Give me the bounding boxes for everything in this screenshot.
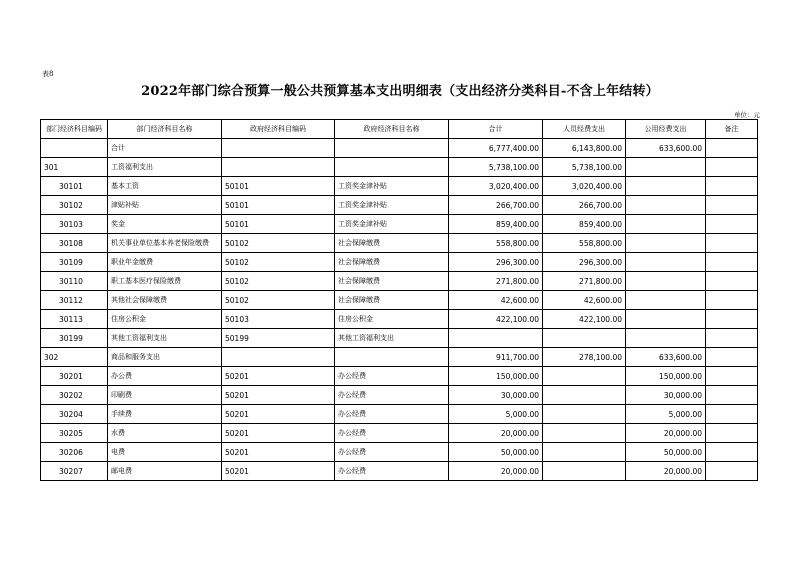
- dept-name-cell: 手续费: [108, 405, 222, 424]
- gov-code-cell: 50201: [222, 386, 335, 405]
- total-cell: 30,000.00: [449, 386, 543, 405]
- note-cell: [706, 253, 758, 272]
- public-cell: 5,000.00: [626, 405, 706, 424]
- table-row: [41, 234, 758, 253]
- dept-code-cell: 30110: [41, 272, 108, 291]
- dept-name-cell: 工资福利支出: [108, 158, 222, 177]
- gov-code-cell: [222, 348, 335, 367]
- dept-code-cell: 30205: [41, 424, 108, 443]
- total-cell: 558,800.00: [449, 234, 543, 253]
- table-row: [41, 253, 758, 272]
- dept-code-cell: 301: [41, 158, 108, 177]
- gov-name-cell: [335, 158, 449, 177]
- personnel-cell: [543, 462, 626, 481]
- dept-code-cell: 30109: [41, 253, 108, 272]
- dept-name-cell: 电费: [108, 443, 222, 462]
- table-row: [41, 139, 758, 158]
- personnel-cell: [543, 405, 626, 424]
- personnel-cell: [543, 424, 626, 443]
- dept-name-cell: 邮电费: [108, 462, 222, 481]
- personnel-cell: 422,100.00: [543, 310, 626, 329]
- public-cell: [626, 234, 706, 253]
- table-row: [41, 424, 758, 443]
- note-cell: [706, 158, 758, 177]
- gov-name-cell: 社会保障缴费: [335, 272, 449, 291]
- public-cell: [626, 329, 706, 348]
- dept-name-cell: 商品和服务支出: [108, 348, 222, 367]
- dept-name-cell: 基本工资: [108, 177, 222, 196]
- dept-code-cell: 30199: [41, 329, 108, 348]
- gov-code-cell: [222, 158, 335, 177]
- public-cell: 150,000.00: [626, 367, 706, 386]
- budget-table: [40, 119, 758, 481]
- gov-name-cell: 办公经费: [335, 424, 449, 443]
- table-row: [41, 158, 758, 177]
- total-cell: 296,300.00: [449, 253, 543, 272]
- personnel-cell: 859,400.00: [543, 215, 626, 234]
- total-cell: 50,000.00: [449, 443, 543, 462]
- note-cell: [706, 386, 758, 405]
- dept-name-cell: 住房公积金: [108, 310, 222, 329]
- gov-name-cell: [335, 139, 449, 158]
- gov-code-cell: 50201: [222, 443, 335, 462]
- personnel-cell: 271,800.00: [543, 272, 626, 291]
- note-cell: [706, 424, 758, 443]
- total-cell: 5,738,100.00: [449, 158, 543, 177]
- table-row: [41, 215, 758, 234]
- dept-code-cell: 302: [41, 348, 108, 367]
- personnel-cell: 6,143,800.00: [543, 139, 626, 158]
- dept-code-cell: 30202: [41, 386, 108, 405]
- dept-code-cell: 30201: [41, 367, 108, 386]
- dept-name-cell: 职业年金缴费: [108, 253, 222, 272]
- dept-code-cell: 30207: [41, 462, 108, 481]
- page-title: 2022年部门综合预算一般公共预算基本支出明细表（支出经济分类科目-不含上年结转）: [141, 84, 659, 99]
- dept-name-cell: 办公费: [108, 367, 222, 386]
- note-cell: [706, 443, 758, 462]
- note-cell: [706, 310, 758, 329]
- note-cell: [706, 291, 758, 310]
- note-cell: [706, 196, 758, 215]
- dept-name-cell: 津贴补贴: [108, 196, 222, 215]
- gov-name-cell: 工资奖金津补贴: [335, 196, 449, 215]
- personnel-cell: 42,600.00: [543, 291, 626, 310]
- dept-name-cell: 印刷费: [108, 386, 222, 405]
- dept-code-cell: 30113: [41, 310, 108, 329]
- gov-name-cell: 社会保障缴费: [335, 291, 449, 310]
- gov-code-cell: 50199: [222, 329, 335, 348]
- personnel-cell: 5,738,100.00: [543, 158, 626, 177]
- gov-name-cell: [335, 348, 449, 367]
- header-gov-code: 政府经济科目编码: [222, 120, 335, 139]
- gov-code-cell: 50101: [222, 177, 335, 196]
- header-note: 备注: [706, 120, 758, 139]
- gov-code-cell: 50101: [222, 196, 335, 215]
- gov-name-cell: 工资奖金津补贴: [335, 177, 449, 196]
- table-row: [41, 196, 758, 215]
- total-cell: 3,020,400.00: [449, 177, 543, 196]
- total-cell: 20,000.00: [449, 462, 543, 481]
- gov-code-cell: [222, 139, 335, 158]
- gov-code-cell: 50201: [222, 424, 335, 443]
- dept-code-cell: 30108: [41, 234, 108, 253]
- personnel-cell: 278,100.00: [543, 348, 626, 367]
- dept-code-cell: 30101: [41, 177, 108, 196]
- public-cell: [626, 177, 706, 196]
- note-cell: [706, 329, 758, 348]
- public-cell: 20,000.00: [626, 462, 706, 481]
- table-row: [41, 272, 758, 291]
- gov-name-cell: 工资奖金津补贴: [335, 215, 449, 234]
- dept-code-cell: 30103: [41, 215, 108, 234]
- personnel-cell: 266,700.00: [543, 196, 626, 215]
- dept-code-cell: [41, 139, 108, 158]
- dept-name-cell: 机关事业单位基本养老保险缴费: [108, 234, 222, 253]
- gov-name-cell: 办公经费: [335, 367, 449, 386]
- header-gov-name: 政府经济科目名称: [335, 120, 449, 139]
- public-cell: 20,000.00: [626, 424, 706, 443]
- personnel-cell: 3,020,400.00: [543, 177, 626, 196]
- public-cell: [626, 310, 706, 329]
- table-body: [41, 139, 758, 481]
- note-cell: [706, 462, 758, 481]
- total-cell: 6,777,400.00: [449, 139, 543, 158]
- gov-code-cell: 50201: [222, 462, 335, 481]
- note-cell: [706, 234, 758, 253]
- note-cell: [706, 272, 758, 291]
- gov-name-cell: 办公经费: [335, 405, 449, 424]
- header-dept-code: 部门经济科目编码: [41, 120, 108, 139]
- gov-code-cell: 50102: [222, 291, 335, 310]
- personnel-cell: [543, 386, 626, 405]
- table-row: [41, 329, 758, 348]
- gov-code-cell: 50102: [222, 272, 335, 291]
- dept-code-cell: 30206: [41, 443, 108, 462]
- unit-label: 单位：元: [734, 111, 760, 119]
- personnel-cell: [543, 329, 626, 348]
- total-cell: [449, 329, 543, 348]
- table-row: [41, 348, 758, 367]
- total-cell: 859,400.00: [449, 215, 543, 234]
- total-cell: 271,800.00: [449, 272, 543, 291]
- public-cell: 633,600.00: [626, 348, 706, 367]
- dept-code-cell: 30204: [41, 405, 108, 424]
- public-cell: 30,000.00: [626, 386, 706, 405]
- dept-name-cell: 其他社会保障缴费: [108, 291, 222, 310]
- personnel-cell: 296,300.00: [543, 253, 626, 272]
- gov-name-cell: 办公经费: [335, 386, 449, 405]
- public-cell: 633,600.00: [626, 139, 706, 158]
- gov-code-cell: 50101: [222, 215, 335, 234]
- total-cell: 150,000.00: [449, 367, 543, 386]
- gov-code-cell: 50201: [222, 367, 335, 386]
- header-total: 合计: [449, 120, 543, 139]
- dept-name-cell: 奖金: [108, 215, 222, 234]
- note-cell: [706, 139, 758, 158]
- note-cell: [706, 405, 758, 424]
- total-cell: 911,700.00: [449, 348, 543, 367]
- table-row: [41, 291, 758, 310]
- gov-code-cell: 50102: [222, 253, 335, 272]
- dept-name-cell: 合计: [108, 139, 222, 158]
- gov-code-cell: 50201: [222, 405, 335, 424]
- dept-code-cell: 30102: [41, 196, 108, 215]
- table-label: 表8: [42, 70, 54, 78]
- note-cell: [706, 367, 758, 386]
- personnel-cell: 558,800.00: [543, 234, 626, 253]
- gov-code-cell: 50102: [222, 234, 335, 253]
- total-cell: 422,100.00: [449, 310, 543, 329]
- dept-name-cell: 职工基本医疗保险缴费: [108, 272, 222, 291]
- public-cell: [626, 291, 706, 310]
- personnel-cell: [543, 443, 626, 462]
- header-public: 公用经费支出: [626, 120, 706, 139]
- table-row: [41, 177, 758, 196]
- gov-name-cell: 社会保障缴费: [335, 253, 449, 272]
- dept-name-cell: 其他工资福利支出: [108, 329, 222, 348]
- gov-name-cell: 住房公积金: [335, 310, 449, 329]
- public-cell: [626, 196, 706, 215]
- table-row: [41, 367, 758, 386]
- gov-name-cell: 其他工资福利支出: [335, 329, 449, 348]
- gov-name-cell: 社会保障缴费: [335, 234, 449, 253]
- table-row: [41, 405, 758, 424]
- public-cell: [626, 253, 706, 272]
- note-cell: [706, 177, 758, 196]
- table-row: [41, 310, 758, 329]
- table-row: [41, 386, 758, 405]
- public-cell: [626, 158, 706, 177]
- dept-code-cell: 30112: [41, 291, 108, 310]
- total-cell: 42,600.00: [449, 291, 543, 310]
- table-row: [41, 462, 758, 481]
- header-row: [41, 120, 758, 139]
- public-cell: [626, 215, 706, 234]
- total-cell: 266,700.00: [449, 196, 543, 215]
- gov-name-cell: 办公经费: [335, 462, 449, 481]
- personnel-cell: [543, 367, 626, 386]
- table-row: [41, 443, 758, 462]
- header-dept-name: 部门经济科目名称: [108, 120, 222, 139]
- public-cell: 50,000.00: [626, 443, 706, 462]
- total-cell: 20,000.00: [449, 424, 543, 443]
- public-cell: [626, 272, 706, 291]
- note-cell: [706, 215, 758, 234]
- total-cell: 5,000.00: [449, 405, 543, 424]
- gov-code-cell: 50103: [222, 310, 335, 329]
- dept-name-cell: 水费: [108, 424, 222, 443]
- header-personnel: 人员经费支出: [543, 120, 626, 139]
- note-cell: [706, 348, 758, 367]
- gov-name-cell: 办公经费: [335, 443, 449, 462]
